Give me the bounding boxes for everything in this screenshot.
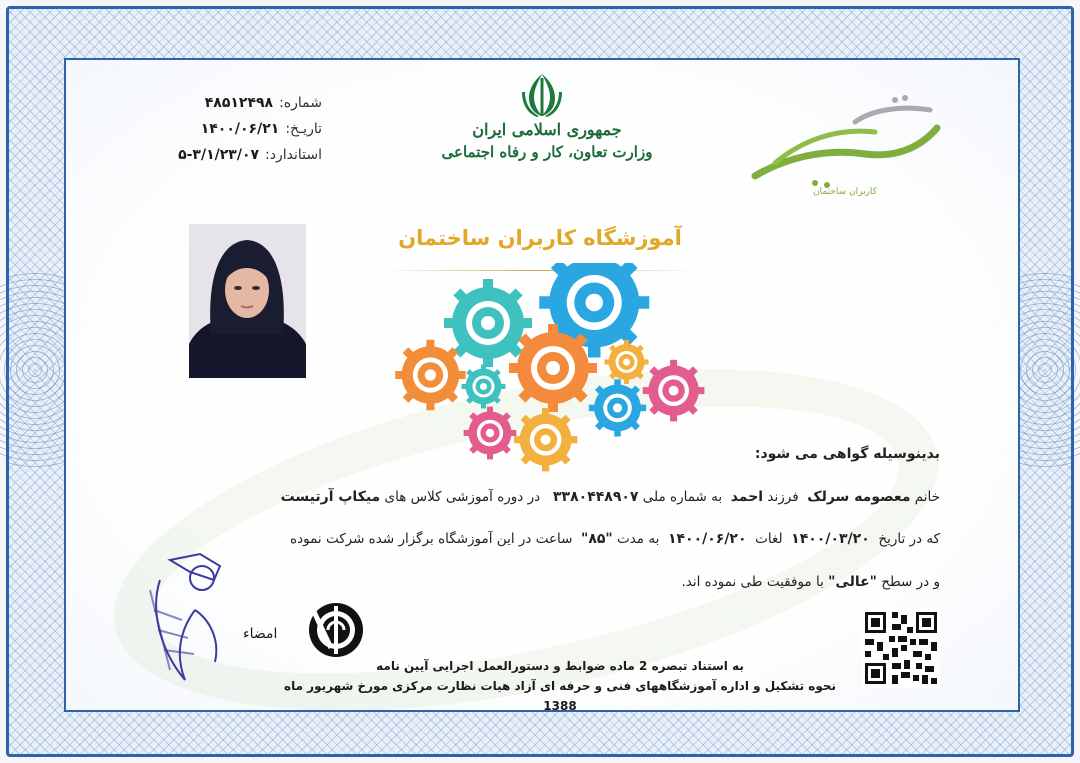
gears-illustration-icon xyxy=(388,263,718,473)
number-label: شماره: xyxy=(279,95,322,111)
recipient-name: معصومه سرلک xyxy=(807,489,911,505)
intro-line xyxy=(755,446,940,462)
prefix-text: خانم xyxy=(914,489,940,505)
qr-code-icon[interactable] xyxy=(862,608,940,688)
national-id-label: به شماره ملی xyxy=(642,489,723,505)
footer-line-2: نحوه تشکیل و اداره آموزشگاههای فنی و حرفه ای آزاد هیات نظارت مرکزی مورخ شهریور ماه 1388 xyxy=(283,679,837,713)
legal-footer xyxy=(280,656,840,716)
intro-text: بدینوسیله گواهی می شود: xyxy=(754,446,940,462)
child-of-text: فرزند xyxy=(767,489,799,505)
duration-label: به مدت xyxy=(617,531,660,547)
national-id: ۳۳۸۰۴۴۸۹۰۷ xyxy=(553,489,639,505)
attendance-text: ساعت در این آموزشگاه برگزار شده شرکت نموده xyxy=(290,531,573,547)
completion-text: با موفقیت طی نموده اند. xyxy=(681,574,824,590)
father-name: احمد xyxy=(730,489,764,505)
brand-logo-icon xyxy=(745,88,945,198)
course-hours: "۸۵" xyxy=(581,531,613,547)
tvto-logo-icon xyxy=(306,600,366,660)
standard-code: ۳/۱/۲۳/۰۷-۵ xyxy=(178,147,260,163)
course-label: در دوره آموزشی کلاس های xyxy=(384,489,541,505)
brand-logo-text: کاربران ساختمان xyxy=(813,187,877,197)
signature-label: امضاء xyxy=(243,626,278,642)
recipient-line xyxy=(281,489,940,505)
ministry-title xyxy=(432,120,662,161)
recipient-photo xyxy=(189,224,306,378)
ministry-line-1: جمهوری اسلامی ایران xyxy=(472,120,622,139)
course-name: میکاپ آرتیست xyxy=(280,489,381,505)
official-stamp-icon xyxy=(140,550,240,690)
level-label: و در سطح xyxy=(881,574,940,590)
end-date: ۱۴۰۰/۰۶/۲۰ xyxy=(667,531,747,547)
certificate-number: ۴۸۵۱۲۴۹۸ xyxy=(204,95,274,111)
grade-level: "عالی" xyxy=(828,574,877,590)
certificate-meta xyxy=(178,90,322,168)
school-name: آموزشگاه کاربران ساختمان xyxy=(398,226,682,250)
iran-emblem-icon xyxy=(517,70,567,120)
start-date: ۱۴۰۰/۰۳/۲۰ xyxy=(791,531,870,547)
grade-line xyxy=(681,574,940,590)
certificate-date: ۱۴۰۰/۰۶/۲۱ xyxy=(200,121,280,137)
date-label: تاریـخ: xyxy=(285,121,322,137)
to-label: لغات xyxy=(755,531,783,547)
ministry-line-2: وزارت تعاون، کار و رفاه اجتماعی xyxy=(441,143,653,161)
dates-line xyxy=(290,531,940,547)
footer-line-1: به استناد تبصره 2 ماده ضوابط و دستورالعمل اجرایی آیین نامه xyxy=(376,659,744,673)
from-label: که در تاریخ xyxy=(878,531,940,547)
standard-label: استاندارد: xyxy=(265,147,322,163)
